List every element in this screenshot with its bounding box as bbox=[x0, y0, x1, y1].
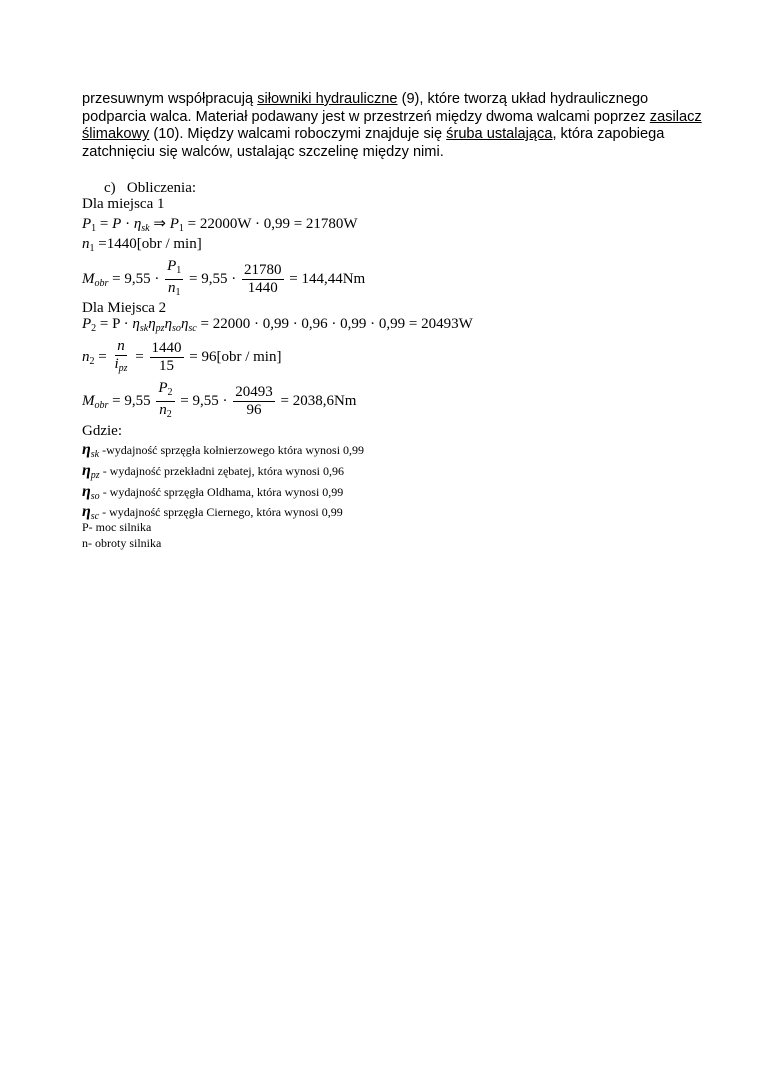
place1-torque-equation: $M_{obr} = 9,55$ · $\frac{P_1}{n_1}$ = 9,55 · $\frac{21780}{1440}$ = 144,44Nm bbox=[82, 258, 366, 298]
eta-symbol: η bbox=[82, 462, 91, 479]
eta-symbol: η bbox=[82, 441, 91, 458]
eta-symbol: η bbox=[82, 503, 91, 520]
place2-heading: Dla Miejsca 2 bbox=[82, 300, 167, 316]
legend-item: $\eta_{pz}$ - wydajność przekładni zębatej, która wynosi 0,96 bbox=[82, 462, 344, 481]
underlined-term-screw-feeder: zasilacz ślimakowy bbox=[82, 108, 702, 143]
legend-item: $\eta_{sc}$ - wydajność sprzęgła Ciernego, która wynosi 0,99 bbox=[82, 503, 343, 522]
paragraph-text: przesuwnym współpracują bbox=[82, 91, 258, 107]
legend-speed-line: n- obroty silnika bbox=[82, 536, 162, 550]
legend-item: $\eta_{sk}$ -wydajność sprzęgła kołnierzowego która wynosi 0,99 bbox=[82, 441, 365, 460]
legend-power-line: P- moc silnika bbox=[82, 520, 152, 534]
underlined-term-setting-screw: śruba ustalająca bbox=[446, 126, 553, 143]
legend-heading: Gdzie: bbox=[82, 423, 122, 439]
underlined-term-hydraulic-cylinders: siłowniki hydrauliczne bbox=[257, 91, 398, 107]
section-title: Obliczenia: bbox=[126, 180, 197, 196]
section-heading bbox=[104, 180, 196, 197]
paragraph-text: (10). Między walcami roboczymi znajduje się bbox=[149, 126, 447, 143]
legend-item: $\eta_{so}$ - wydajność sprzęgła Oldhama, która wynosi 0,99 bbox=[82, 483, 344, 502]
place2-speed-equation: $n_2$ = $\frac{n}{i_{pz}}$ = $\frac{1440}{15}$ = 96[obr / min] bbox=[82, 338, 282, 374]
place2-power-equation: $P_2 = P \cdot \eta_{sk}\eta_{pz}\eta_{so}\eta_{sc} = 22000 \cdot 0,99 \cdot 0,96 \cdot 0,99 \cdot 0,99 = 20493W$ bbox=[82, 316, 473, 334]
place2-torque-equation: $M_{obr} = 9,55$ $\frac{P_2}{n_2}$ = 9,55 · $\frac{20493}{96}$ = 2038,6Nm bbox=[82, 380, 357, 420]
place1-heading: Dla miejsca 1 bbox=[82, 196, 165, 212]
place1-speed-equation: $n_1 =1440[obr / \min]$ bbox=[82, 236, 202, 254]
paragraph-text: , która zapobiega zatchnięciu się walców, ustalając szczelinę między nimi. bbox=[82, 126, 665, 160]
description-paragraph bbox=[82, 91, 702, 161]
place1-power-equation: $P_1 = P \cdot \eta_{sk}$ ⇒ $P_1 = 22000W \cdot 0,99 = 21780W$ bbox=[82, 216, 358, 234]
eta-symbol: η bbox=[82, 483, 91, 500]
paragraph-text: (9), które tworzą układ hydraulicznego podparcia walca. Materiał podawany jest w przestrzeń między dwoma walcami poprzez bbox=[82, 91, 650, 125]
section-marker: c) bbox=[104, 180, 116, 196]
